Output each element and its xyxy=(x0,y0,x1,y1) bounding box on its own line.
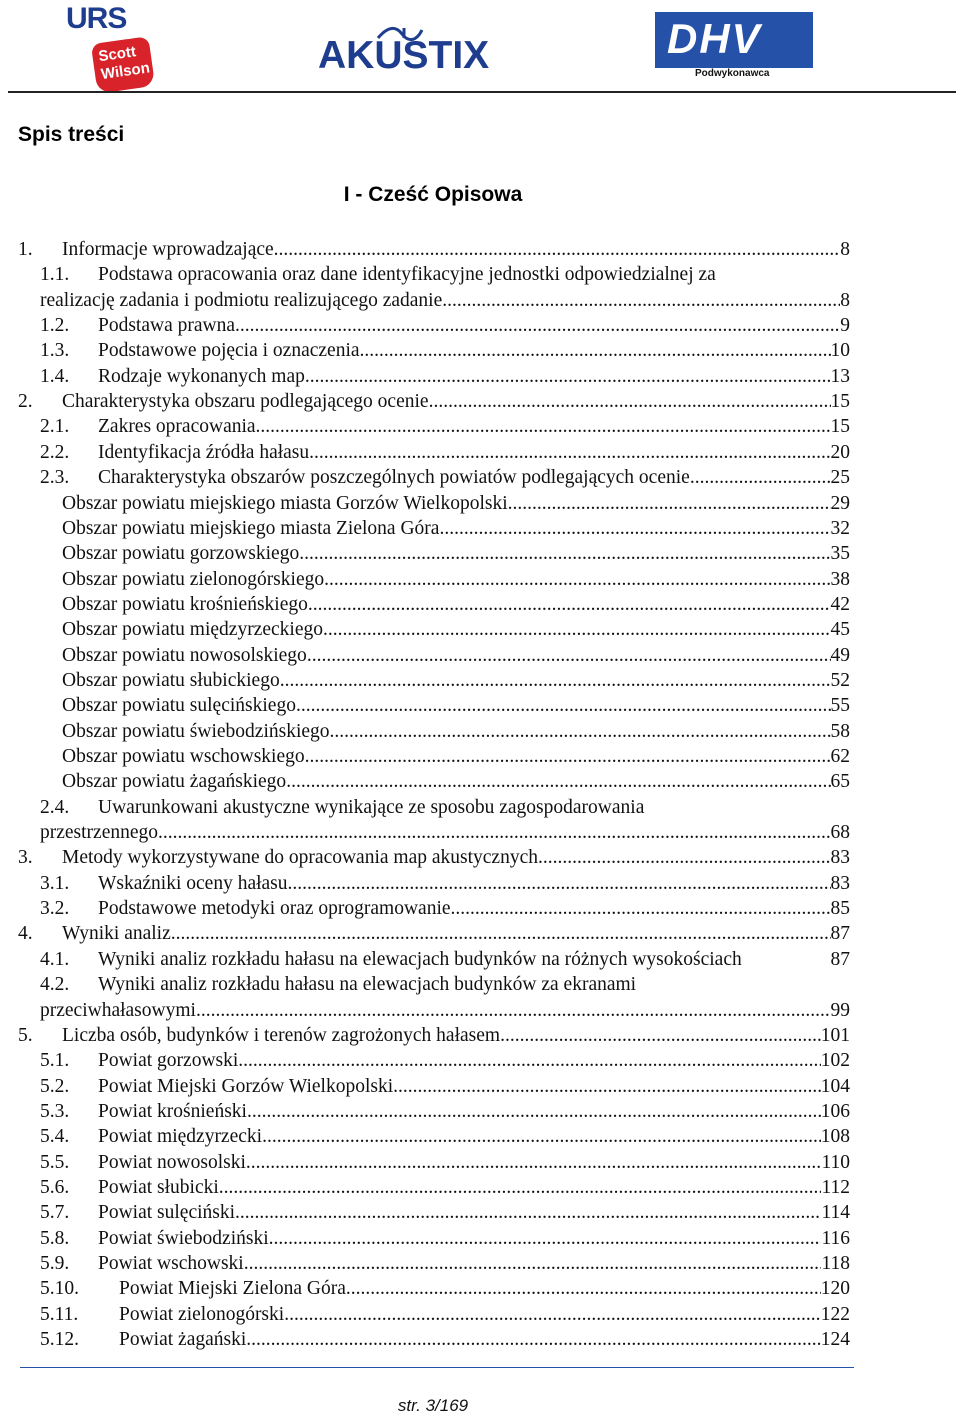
toc-entry-leader xyxy=(119,1302,850,1327)
toc-entry-leader xyxy=(98,1175,850,1200)
toc-entry-leader xyxy=(62,491,850,516)
toc-entry-page: 65 xyxy=(830,771,850,792)
toc-dot-leader xyxy=(280,668,831,693)
toc-entry-number: 5. xyxy=(18,1025,33,1046)
toc-entry-title: Podstawa opracowania oraz dane identyfikacyjne jednostki odpowiedzialnej za xyxy=(98,264,716,285)
dhv-logo xyxy=(655,12,815,82)
toc-dot-leader xyxy=(323,617,831,642)
toc-dot-leader xyxy=(256,414,831,439)
toc-entry-title: Powiat krośnieński xyxy=(98,1101,247,1122)
toc-dot-leader xyxy=(324,567,830,592)
toc-entry-leader xyxy=(98,871,850,896)
dhv-logo-text: DHV xyxy=(667,15,762,62)
toc-entry-page: 101 xyxy=(820,1025,850,1046)
toc-entry-title: Powiat wschowski xyxy=(98,1253,244,1274)
toc-entry-title: realizację zadania i podmiotu realizującego zadanie xyxy=(40,290,443,311)
toc-dot-leader xyxy=(305,364,831,389)
toc-entry-title: Metody wykorzystywane do opracowania map akustycznych xyxy=(62,847,538,868)
urs-logo-text: URS xyxy=(66,2,127,35)
toc-entry-title: Obszar powiatu żagańskiego xyxy=(62,771,287,792)
toc-entry xyxy=(0,1327,960,1352)
toc-entry xyxy=(0,465,960,490)
toc-entry xyxy=(0,972,960,997)
toc-entry-leader xyxy=(62,516,850,541)
toc-entry xyxy=(0,668,960,693)
toc-entry-number: 3.1. xyxy=(40,873,70,894)
toc-entry-page: 83 xyxy=(830,873,850,894)
toc-dot-leader xyxy=(158,820,830,845)
toc-entry-page: 8 xyxy=(840,239,850,260)
toc-entry-leader xyxy=(98,1226,850,1251)
page-number: str. 3/169 xyxy=(397,1396,469,1415)
toc-entry-number: 1.3. xyxy=(40,340,70,361)
toc-dot-leader xyxy=(235,313,840,338)
scott-wilson-badge xyxy=(91,36,155,94)
toc-entry-number: 5.1. xyxy=(40,1050,70,1071)
toc-entry xyxy=(0,1276,960,1301)
toc-entry xyxy=(0,1251,960,1276)
toc-entry xyxy=(0,1175,960,1200)
toc-entry-page: 25 xyxy=(830,467,850,488)
toc-entry-leader xyxy=(62,389,850,414)
toc-dot-leader xyxy=(538,845,831,870)
toc-entry-number: 2.3. xyxy=(40,467,70,488)
toc-entry-page: 55 xyxy=(830,695,850,716)
toc-entry xyxy=(0,364,960,389)
toc-dot-leader xyxy=(330,719,831,744)
toc-dot-leader xyxy=(171,921,831,946)
toc-entry-page: 122 xyxy=(820,1304,850,1325)
toc-entry xyxy=(0,845,960,870)
toc-entry xyxy=(0,262,960,287)
toc-entry-page: 106 xyxy=(820,1101,850,1122)
toc-entry-page: 108 xyxy=(820,1126,850,1147)
toc-dot-leader xyxy=(286,769,830,794)
toc-entry-title: Powiat świebodziński xyxy=(98,1228,269,1249)
header-divider xyxy=(8,91,956,93)
toc-entry xyxy=(0,921,960,946)
toc-entry-number: 5.12. xyxy=(40,1329,79,1350)
toc-dot-leader xyxy=(307,643,831,668)
toc-entry-title: Rodzaje wykonanych map xyxy=(98,366,305,387)
toc-entry-page: 42 xyxy=(830,594,850,615)
toc-entry-page: 85 xyxy=(830,898,850,919)
toc-entry-page: 114 xyxy=(821,1202,850,1223)
toc-entry xyxy=(0,643,960,668)
toc-entry xyxy=(0,1124,960,1149)
toc-entry-page: 68 xyxy=(830,822,850,843)
toc-entry-page: 15 xyxy=(830,416,850,437)
toc-dot-leader xyxy=(262,1124,821,1149)
akustix-logo xyxy=(318,24,504,76)
toc-entry-page: 62 xyxy=(830,746,850,767)
toc-dot-leader xyxy=(309,440,830,465)
toc-entry-leader xyxy=(62,237,850,262)
toc-entry xyxy=(0,1200,960,1225)
toc-entry-page: 38 xyxy=(830,569,850,590)
toc-entry-title: Obszar powiatu miejskiego miasta Gorzów Wielkopolski xyxy=(62,493,508,514)
toc-entry-title: Powiat nowosolski xyxy=(98,1152,246,1173)
toc-entry-number: 4. xyxy=(18,923,33,944)
toc-entry-page: 13 xyxy=(830,366,850,387)
dhv-logo-box xyxy=(655,12,813,68)
toc-entry-continuation xyxy=(0,998,960,1023)
toc-entry-page: 104 xyxy=(820,1076,850,1097)
toc-entry-page: 15 xyxy=(830,391,850,412)
toc-entry-title: Obszar powiatu wschowskiego xyxy=(62,746,305,767)
toc-entry xyxy=(0,1099,960,1124)
toc-dot-leader xyxy=(247,1099,821,1124)
toc-entry-leader xyxy=(62,744,850,769)
toc-entry-title: Powiat słubicki xyxy=(98,1177,219,1198)
toc-entry-title: Wyniki analiz rozkładu hałasu na elewacjach budynków na różnych wysokościach xyxy=(98,949,742,970)
toc-entry-title: Wyniki analiz rozkładu hałasu na elewacjach budynków za ekranami xyxy=(98,974,637,995)
toc-entry-leader xyxy=(62,643,850,668)
toc-entry xyxy=(0,1226,960,1251)
toc-entry-title: Uwarunkowani akustyczne wynikające ze sposobu zagospodarowania xyxy=(98,797,645,818)
toc-dot-leader xyxy=(246,1150,822,1175)
toc-entry-title: Obszar powiatu krośnieńskiego xyxy=(62,594,308,615)
toc-entry-leader xyxy=(62,769,850,794)
toc-dot-leader xyxy=(308,592,831,617)
toc-entry-number: 2. xyxy=(18,391,33,412)
toc-dot-leader xyxy=(305,744,831,769)
toc-entry xyxy=(0,693,960,718)
toc-dot-leader xyxy=(269,1226,822,1251)
toc-entry-leader xyxy=(40,288,850,313)
toc-entry-title: Charakterystyka obszarów poszczególnych powiatów podlegających ocenie xyxy=(98,467,690,488)
toc-entry-number: 3. xyxy=(18,847,33,868)
toc-entry-page: 120 xyxy=(820,1278,850,1299)
toc-entry xyxy=(0,896,960,921)
toc-entry-page: 49 xyxy=(830,645,850,666)
toc-entry xyxy=(0,744,960,769)
toc-entry-leader xyxy=(119,1276,850,1301)
toc-dot-leader xyxy=(196,998,831,1023)
toc-dot-leader xyxy=(690,465,831,490)
toc-entry xyxy=(0,389,960,414)
toc-entry-leader xyxy=(62,693,850,718)
toc-dot-leader xyxy=(235,1200,821,1225)
toc-entry-title: przestrzennego xyxy=(40,822,159,843)
toc-entry-leader xyxy=(62,845,850,870)
toc-dot-leader xyxy=(219,1175,822,1200)
toc-entry-title: Obszar powiatu słubickiego xyxy=(62,670,280,691)
toc-entry-title: Obszar powiatu nowosolskiego xyxy=(62,645,307,666)
toc-entry-title: Powiat międzyrzecki xyxy=(98,1126,263,1147)
toc-entry-title: Powiat żagański xyxy=(119,1329,247,1350)
toc-entry xyxy=(0,1074,960,1099)
toc-entry-leader xyxy=(98,1200,850,1225)
toc-entry-leader xyxy=(40,998,850,1023)
toc-entry xyxy=(0,719,960,744)
toc-entry-leader xyxy=(98,364,850,389)
toc-entry xyxy=(0,947,960,972)
toc-entry-number: 1.1. xyxy=(40,264,70,285)
toc-entry-number: 4.1. xyxy=(40,949,70,970)
toc-entry-title: Powiat Miejski Gorzów Wielkopolski xyxy=(98,1076,394,1097)
toc-entry-page: 8 xyxy=(840,290,850,311)
toc-dot-leader xyxy=(274,237,841,262)
toc-entry-page: 87 xyxy=(830,949,850,970)
toc-entry-leader xyxy=(119,1327,850,1352)
toc-entry-title: Obszar powiatu międzyrzeckiego xyxy=(62,619,323,640)
toc-entry-page: 32 xyxy=(830,518,850,539)
toc-entry-leader xyxy=(98,414,850,439)
toc-entry xyxy=(0,795,960,820)
toc-entry xyxy=(0,1048,960,1073)
toc-entry-title: Obszar powiatu zielonogórskiego xyxy=(62,569,325,590)
toc-dot-leader xyxy=(346,1276,821,1301)
toc-entry xyxy=(0,440,960,465)
toc-entry-leader xyxy=(98,1099,850,1124)
toc-entry-leader xyxy=(98,313,850,338)
toc-entry-page: 110 xyxy=(821,1152,850,1173)
toc-entry-leader xyxy=(62,668,850,693)
toc-entry-title: Powiat Miejski Zielona Góra xyxy=(119,1278,346,1299)
toc-dot-leader xyxy=(360,338,831,363)
toc-dot-leader xyxy=(439,516,830,541)
toc-entry-title: Powiat gorzowski xyxy=(98,1050,239,1071)
toc-entry-page: 124 xyxy=(820,1329,850,1350)
toc-entry-leader xyxy=(62,921,850,946)
toc-dot-leader xyxy=(238,1048,820,1073)
toc-entry-continuation xyxy=(0,820,960,845)
toc-dot-leader xyxy=(296,693,831,718)
toc-dot-leader xyxy=(299,541,830,566)
toc-entry-number: 5.7. xyxy=(40,1202,70,1223)
toc-entry-leader xyxy=(62,719,850,744)
toc-entry-continuation xyxy=(0,288,960,313)
toc-entry-leader xyxy=(98,1048,850,1073)
toc-entry-leader xyxy=(62,567,850,592)
toc-entry-page: 45 xyxy=(830,619,850,640)
toc-entry-page: 58 xyxy=(830,721,850,742)
toc-entry-title: Wskaźniki oceny hałasu xyxy=(98,873,288,894)
toc-entry-number: 5.6. xyxy=(40,1177,70,1198)
toc-entry-leader xyxy=(98,947,850,972)
toc-entry xyxy=(0,516,960,541)
toc-entry-number: 5.2. xyxy=(40,1076,70,1097)
toc-entry-leader xyxy=(98,1074,850,1099)
toc-entry xyxy=(0,491,960,516)
toc-entry-page: 87 xyxy=(830,923,850,944)
toc-entry-page: 35 xyxy=(830,543,850,564)
toc-entry-title: przeciwhałasowymi xyxy=(40,1000,196,1021)
toc-entry-leader xyxy=(62,592,850,617)
toc-entry-title: Wyniki analiz xyxy=(62,923,171,944)
toc-entry-title: Powiat sulęciński xyxy=(98,1202,236,1223)
toc-entry-number: 1.4. xyxy=(40,366,70,387)
toc-entry-number: 1.2. xyxy=(40,315,70,336)
toc-entry xyxy=(0,1302,960,1327)
toc-entry xyxy=(0,617,960,642)
toc-entry-title: Podstawowe pojęcia i oznaczenia xyxy=(98,340,360,361)
toc-entry-leader xyxy=(98,896,850,921)
toc-entry xyxy=(0,313,960,338)
toc-entry xyxy=(0,871,960,896)
toc-entry xyxy=(0,541,960,566)
toc-dot-leader xyxy=(429,389,831,414)
toc-entry-page: 29 xyxy=(830,493,850,514)
toc-entry xyxy=(0,592,960,617)
toc-entry xyxy=(0,1150,960,1175)
toc-entry-number: 1. xyxy=(18,239,33,260)
toc-entry-leader xyxy=(62,541,850,566)
toc-entry-number: 5.11. xyxy=(40,1304,79,1325)
toc-entry xyxy=(0,567,960,592)
part-title: I - Cześć Opisowa xyxy=(343,183,523,206)
toc-entry xyxy=(0,414,960,439)
toc-entry-title: Obszar powiatu świebodzińskiego xyxy=(62,721,330,742)
toc-entry-title: Obszar powiatu gorzowskiego xyxy=(62,543,300,564)
toc-entry xyxy=(0,338,960,363)
toc-entry-leader xyxy=(62,617,850,642)
toc-entry-page: 102 xyxy=(820,1050,850,1071)
toc-entry-page: 10 xyxy=(830,340,850,361)
toc-entry-title: Informacje wprowadzające xyxy=(62,239,274,260)
toc-entry-number: 5.4. xyxy=(40,1126,70,1147)
toc-entry-leader xyxy=(40,820,850,845)
scott-wilson-text-2: Wilson xyxy=(99,59,151,84)
toc-entry-leader xyxy=(98,338,850,363)
toc-dot-leader xyxy=(500,1023,821,1048)
toc-entry-title: Liczba osób, budynków i terenów zagrożonych hałasem xyxy=(62,1025,501,1046)
toc-entry-page: 52 xyxy=(830,670,850,691)
toc-entry-leader xyxy=(98,1150,850,1175)
footer-divider xyxy=(20,1367,854,1368)
toc-entry-title: Podstawa prawna xyxy=(98,315,236,336)
toc-dot-leader xyxy=(442,288,840,313)
toc-entry-page: 9 xyxy=(840,315,850,336)
toc-heading: Spis treści xyxy=(18,123,125,146)
toc-entry-leader xyxy=(98,465,850,490)
akustix-logo-text: AKUSTIX xyxy=(318,34,490,77)
toc-entry xyxy=(0,1023,960,1048)
toc-entry-title: Powiat zielonogórski xyxy=(119,1304,285,1325)
toc-entry-number: 5.10. xyxy=(40,1278,79,1299)
toc-entry-page: 112 xyxy=(821,1177,850,1198)
toc-entry-leader xyxy=(98,440,850,465)
dhv-subcontractor-label: Podwykonawca xyxy=(695,68,770,79)
toc-entry-title: Obszar powiatu sulęcińskiego xyxy=(62,695,296,716)
toc-entry-number: 2.1. xyxy=(40,416,70,437)
toc-dot-leader xyxy=(246,1327,820,1352)
toc-dot-leader xyxy=(288,871,831,896)
toc-entry-page: 83 xyxy=(830,847,850,868)
scott-wilson-text-1: Scott xyxy=(97,43,137,66)
toc-entry-number: 5.3. xyxy=(40,1101,70,1122)
toc-entry-page: 99 xyxy=(830,1000,850,1021)
toc-entry-number: 2.2. xyxy=(40,442,70,463)
toc-entry xyxy=(0,237,960,262)
toc-entry-number: 5.8. xyxy=(40,1228,70,1249)
page-header xyxy=(0,0,960,96)
toc-dot-leader xyxy=(393,1074,821,1099)
toc-dot-leader xyxy=(284,1302,821,1327)
toc-entry-number: 3.2. xyxy=(40,898,70,919)
toc-entry-number: 5.5. xyxy=(40,1152,70,1173)
toc-entry-leader xyxy=(98,1251,850,1276)
toc-entry-title: Podstawowe metodyki oraz oprogramowanie xyxy=(98,898,451,919)
toc-entry-leader xyxy=(98,1124,850,1149)
toc-entry-title: Identyfikacja źródła hałasu xyxy=(98,442,310,463)
toc-dot-leader xyxy=(244,1251,822,1276)
toc-entry-number: 4.2. xyxy=(40,974,70,995)
toc-entry-page: 118 xyxy=(821,1253,850,1274)
toc-entry-page: 20 xyxy=(830,442,850,463)
toc-dot-leader xyxy=(451,896,831,921)
toc-dot-leader xyxy=(508,491,831,516)
toc-entry-number: 5.9. xyxy=(40,1253,70,1274)
toc-entry-title: Obszar powiatu miejskiego miasta Zielona Góra xyxy=(62,518,440,539)
urs-scott-wilson-logo xyxy=(66,4,156,90)
toc-entry-title: Charakterystyka obszaru podlegającego ocenie xyxy=(62,391,429,412)
toc-entry-number: 2.4. xyxy=(40,797,70,818)
toc-entry-leader xyxy=(62,1023,850,1048)
toc-entry-page: 116 xyxy=(821,1228,850,1249)
toc-entry xyxy=(0,769,960,794)
toc-entry-title: Zakres opracowania xyxy=(98,416,256,437)
